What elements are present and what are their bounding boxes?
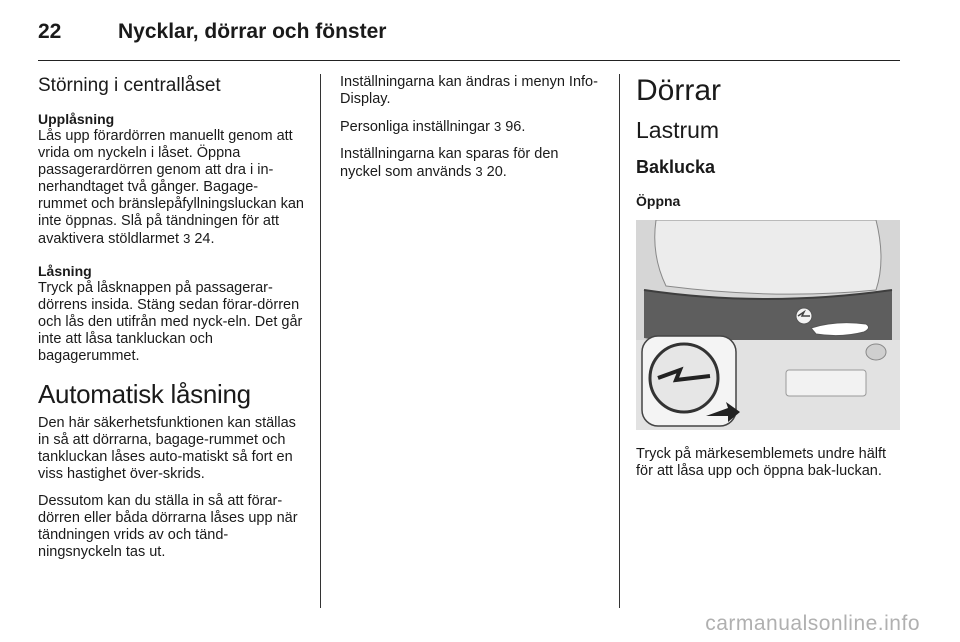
tailgate-illustration bbox=[636, 220, 900, 430]
cargo-heading: Lastrum bbox=[636, 117, 720, 143]
lock-paragraph: Tryck på låsknappen på passagerar-dörrens insida. Stäng sedan förar-dörren och lås den utifrån med nyck-eln. Det går inte att låsa tankluckan och bagagerummet. bbox=[38, 280, 303, 364]
auto-lock-paragraph-2: Dessutom kan du ställa in så att förar-dörren eller båda dörrarna låses upp när tändningen vrids av och tänd-ningsnyckeln tas ut. bbox=[38, 493, 298, 560]
save-settings-text: Inställningarna kan sparas för den nyckel som används bbox=[340, 146, 559, 180]
unlock-paragraph bbox=[38, 128, 304, 248]
page-number: 22 bbox=[38, 20, 62, 43]
figure-caption: Tryck på märkesemblemets undre hälft för att låsa upp och öppna bak-luckan. bbox=[636, 446, 887, 479]
column-divider-left bbox=[320, 74, 321, 608]
running-title: Nycklar, dörrar och fönster bbox=[118, 20, 387, 43]
open-heading: Öppna bbox=[636, 193, 681, 209]
column-left bbox=[38, 74, 304, 571]
tailgate-heading: Baklucka bbox=[636, 157, 716, 177]
unlock-heading: Upplåsning bbox=[38, 111, 115, 127]
personal-settings-ref: 96. bbox=[505, 119, 526, 135]
save-settings-ref: 20. bbox=[486, 164, 507, 180]
personal-settings-text: Personliga inställningar bbox=[340, 119, 490, 135]
ref-arrow-icon: 3 bbox=[475, 164, 483, 179]
auto-lock-heading: Automatisk låsning bbox=[38, 379, 251, 409]
auto-lock-paragraph-1: Den här säkerhetsfunktionen kan ställas in så att dörrarna, bagage-rummet och tankluckan låses auto-matiskt så fort en viss hastighet över-skrids. bbox=[38, 415, 296, 482]
unlock-ref: 24. bbox=[194, 231, 215, 247]
personal-settings-paragraph bbox=[340, 118, 602, 136]
site-watermark: carmanualsonline.info bbox=[705, 612, 920, 635]
section-title-lock-failure: Störning i centrallåset bbox=[38, 75, 221, 96]
ref-arrow-icon: 3 bbox=[493, 119, 502, 134]
page-header bbox=[38, 16, 900, 60]
column-right bbox=[636, 74, 900, 490]
save-settings-paragraph bbox=[340, 146, 602, 181]
column-divider-right bbox=[619, 74, 620, 608]
unlock-text: Lås upp förardörren manuellt genom att vrida om nyckeln i låset. Öppna passagerardörren genom att dra i in-nerhandtaget två gånger. Bagage-rummet och bränslepåfyllningsluckan kan inte öppnas. Slå på tändningen för att avaktivera stöldlarmet bbox=[38, 128, 304, 247]
doors-heading: Dörrar bbox=[636, 74, 722, 107]
settings-paragraph: Inställningarna kan ändras i menyn Info-Display. bbox=[340, 74, 598, 107]
header-rule bbox=[38, 60, 900, 61]
lock-heading: Låsning bbox=[38, 263, 92, 279]
ref-arrow-icon: 3 bbox=[183, 231, 191, 246]
column-middle bbox=[340, 74, 602, 191]
